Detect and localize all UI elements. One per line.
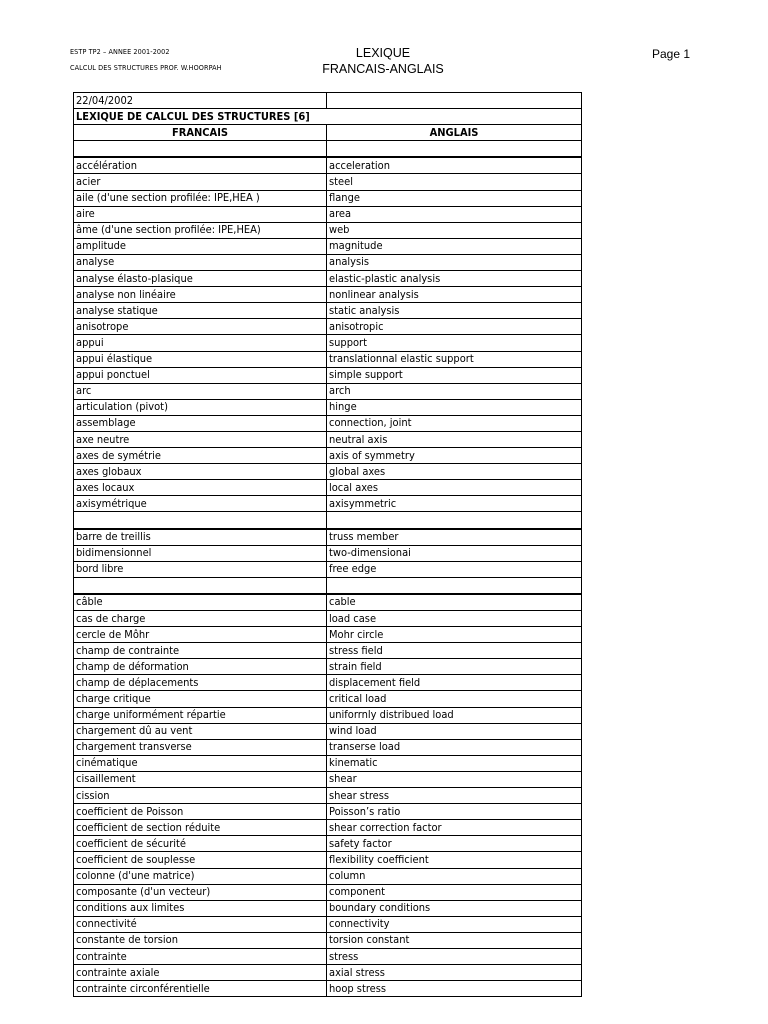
- table-row: [74, 415, 582, 431]
- english-term-cell: hinge: [327, 399, 582, 415]
- english-term-cell: [327, 577, 582, 594]
- french-term-cell: analyse statique: [74, 303, 327, 319]
- french-term-cell: charge uniformément répartie: [74, 707, 327, 723]
- table-row: [74, 755, 582, 771]
- french-term-cell: arc: [74, 383, 327, 399]
- english-term-cell: support: [327, 335, 582, 351]
- table-row: [74, 287, 582, 303]
- french-term-cell: aire: [74, 206, 327, 222]
- table-row: [74, 174, 582, 190]
- table-row: [74, 319, 582, 335]
- table-row: [74, 691, 582, 707]
- english-term-cell: free edge: [327, 561, 582, 577]
- table-row: [74, 383, 582, 399]
- table-row: [74, 367, 582, 383]
- french-term-cell: cisaillement: [74, 771, 327, 787]
- table-row: [74, 981, 582, 997]
- french-term-cell: articulation (pivot): [74, 399, 327, 415]
- english-term-cell: global axes: [327, 464, 582, 480]
- english-term-cell: analysis: [327, 254, 582, 270]
- table-row: [74, 739, 582, 755]
- english-term-cell: strain field: [327, 659, 582, 675]
- french-term-cell: cas de charge: [74, 611, 327, 627]
- english-term-cell: kinematic: [327, 755, 582, 771]
- date-cell: 22/04/2002: [74, 93, 327, 109]
- english-term-cell: connectivity: [327, 916, 582, 932]
- english-term-cell: acceleration: [327, 157, 582, 174]
- table-row: [74, 852, 582, 868]
- english-term-cell: shear correction factor: [327, 820, 582, 836]
- french-term-cell: champ de déformation: [74, 659, 327, 675]
- table-row: [74, 611, 582, 627]
- french-term-cell: acier: [74, 174, 327, 190]
- blank-row: [74, 512, 582, 529]
- english-term-cell: boundary conditions: [327, 900, 582, 916]
- table-title: LEXIQUE DE CALCUL DES STRUCTURES [6]: [74, 109, 582, 125]
- french-term-cell: analyse: [74, 254, 327, 270]
- french-term-cell: constante de torsion: [74, 932, 327, 948]
- english-term-cell: displacement field: [327, 675, 582, 691]
- english-term-cell: shear: [327, 771, 582, 787]
- table-row: [74, 884, 582, 900]
- table-row: [74, 723, 582, 739]
- french-term-cell: [74, 512, 327, 529]
- column-header-french: FRANCAIS: [74, 125, 327, 141]
- table-row: [74, 157, 582, 174]
- table-row: [74, 820, 582, 836]
- table-row: [74, 948, 582, 964]
- table-row: [74, 868, 582, 884]
- english-term-cell: stress: [327, 948, 582, 964]
- french-term-cell: charge critique: [74, 691, 327, 707]
- french-term-cell: coefficient de souplesse: [74, 852, 327, 868]
- table-row: [74, 900, 582, 916]
- table-row: [74, 238, 582, 254]
- english-term-cell: flange: [327, 190, 582, 206]
- document-title: [268, 45, 498, 77]
- french-term-cell: âme (d'une section profilée: IPE,HEA): [74, 222, 327, 238]
- course-header: [70, 44, 222, 76]
- french-term-cell: câble: [74, 594, 327, 611]
- blank-row: [74, 141, 582, 158]
- table-row: [74, 190, 582, 206]
- table-row: [74, 545, 582, 561]
- english-term-cell: flexibility coefficient: [327, 852, 582, 868]
- table-row: [74, 206, 582, 222]
- table-row: [74, 675, 582, 691]
- french-term-cell: connectivité: [74, 916, 327, 932]
- french-term-cell: barre de treillis: [74, 529, 327, 546]
- table-row: [74, 254, 582, 270]
- french-term-cell: analyse élasto-plasique: [74, 271, 327, 287]
- french-term-cell: [74, 141, 327, 158]
- french-term-cell: cercle de Môhr: [74, 627, 327, 643]
- french-term-cell: contrainte circonférentielle: [74, 981, 327, 997]
- french-term-cell: aile (d'une section profilée: IPE,HEA ): [74, 190, 327, 206]
- french-term-cell: assemblage: [74, 415, 327, 431]
- blank-row: [74, 577, 582, 594]
- title-line-2: FRANCAIS-ANGLAIS: [322, 62, 444, 76]
- french-term-cell: axes globaux: [74, 464, 327, 480]
- french-term-cell: axe neutre: [74, 431, 327, 447]
- english-term-cell: web: [327, 222, 582, 238]
- english-term-cell: wind load: [327, 723, 582, 739]
- english-term-cell: axis of symmetry: [327, 448, 582, 464]
- english-term-cell: Mohr circle: [327, 627, 582, 643]
- table-row: [74, 643, 582, 659]
- table-row: [74, 351, 582, 367]
- english-term-cell: connection, joint: [327, 415, 582, 431]
- french-term-cell: bord libre: [74, 561, 327, 577]
- english-term-cell: nonlinear analysis: [327, 287, 582, 303]
- table-row: [74, 529, 582, 546]
- english-term-cell: hoop stress: [327, 981, 582, 997]
- table-row: [74, 335, 582, 351]
- table-row: [74, 836, 582, 852]
- english-term-cell: torsion constant: [327, 932, 582, 948]
- table-row: [74, 271, 582, 287]
- english-term-cell: translationnal elastic support: [327, 351, 582, 367]
- english-term-cell: two-dimensionai: [327, 545, 582, 561]
- column-header-english: ANGLAIS: [327, 125, 582, 141]
- english-term-cell: [327, 141, 582, 158]
- table-row: [74, 464, 582, 480]
- english-term-cell: cable: [327, 594, 582, 611]
- title-line-1: LEXIQUE: [355, 46, 411, 60]
- french-term-cell: coefficient de sécurité: [74, 836, 327, 852]
- table-row: [74, 627, 582, 643]
- table-row: [74, 399, 582, 415]
- french-term-cell: champ de déplacements: [74, 675, 327, 691]
- english-term-cell: anisotropic: [327, 319, 582, 335]
- french-term-cell: amplitude: [74, 238, 327, 254]
- column-header-row: [74, 125, 582, 141]
- french-term-cell: colonne (d'une matrice): [74, 868, 327, 884]
- english-term-cell: load case: [327, 611, 582, 627]
- english-term-cell: safety factor: [327, 836, 582, 852]
- table-row: [74, 804, 582, 820]
- french-term-cell: appui ponctuel: [74, 367, 327, 383]
- french-term-cell: appui élastique: [74, 351, 327, 367]
- french-term-cell: cission: [74, 788, 327, 804]
- english-term-cell: local axes: [327, 480, 582, 496]
- french-term-cell: axes de symétrie: [74, 448, 327, 464]
- english-term-cell: magnitude: [327, 238, 582, 254]
- english-term-cell: simple support: [327, 367, 582, 383]
- french-term-cell: [74, 577, 327, 594]
- table-row: [74, 788, 582, 804]
- table-row: [74, 594, 582, 611]
- lexicon-body: [74, 93, 582, 997]
- table-row: [74, 496, 582, 512]
- english-term-cell: area: [327, 206, 582, 222]
- table-row: [74, 916, 582, 932]
- course-professor: CALCUL DES STRUCTURES PROF. W.HOORPAH: [70, 63, 222, 72]
- french-term-cell: champ de contrainte: [74, 643, 327, 659]
- english-term-cell: uniforrnly distribued load: [327, 707, 582, 723]
- english-term-cell: stress field: [327, 643, 582, 659]
- title-row: [74, 109, 582, 125]
- french-term-cell: anisotrope: [74, 319, 327, 335]
- english-term-cell: steel: [327, 174, 582, 190]
- english-term-cell: neutral axis: [327, 431, 582, 447]
- course-year: ESTP TP2 – ANNEE 2001-2002: [70, 47, 170, 56]
- english-term-cell: shear stress: [327, 788, 582, 804]
- english-term-cell: static analysis: [327, 303, 582, 319]
- french-term-cell: analyse non linéaire: [74, 287, 327, 303]
- page-number: Page 1: [652, 47, 691, 61]
- table-row: [74, 965, 582, 981]
- english-term-cell: component: [327, 884, 582, 900]
- english-term-cell: elastic-plastic analysis: [327, 271, 582, 287]
- english-term-cell: Poisson’s ratio: [327, 804, 582, 820]
- table-row: [74, 448, 582, 464]
- french-term-cell: bidimensionnel: [74, 545, 327, 561]
- french-term-cell: cinématique: [74, 755, 327, 771]
- table-row: [74, 932, 582, 948]
- table-row: [74, 707, 582, 723]
- table-row: [74, 480, 582, 496]
- french-term-cell: conditions aux limites: [74, 900, 327, 916]
- english-term-cell: transerse load: [327, 739, 582, 755]
- lexicon-table: [73, 92, 582, 997]
- french-term-cell: chargement dû au vent: [74, 723, 327, 739]
- french-term-cell: coefficient de section réduite: [74, 820, 327, 836]
- table-row: [74, 561, 582, 577]
- french-term-cell: chargement transverse: [74, 739, 327, 755]
- french-term-cell: contrainte: [74, 948, 327, 964]
- french-term-cell: contrainte axiale: [74, 965, 327, 981]
- empty-cell: [327, 93, 582, 109]
- english-term-cell: critical load: [327, 691, 582, 707]
- english-term-cell: axisymmetric: [327, 496, 582, 512]
- french-term-cell: axisymétrique: [74, 496, 327, 512]
- table-row: [74, 771, 582, 787]
- table-row: [74, 222, 582, 238]
- french-term-cell: accélération: [74, 157, 327, 174]
- table-row: [74, 303, 582, 319]
- french-term-cell: appui: [74, 335, 327, 351]
- french-term-cell: composante (d'un vecteur): [74, 884, 327, 900]
- english-term-cell: axial stress: [327, 965, 582, 981]
- english-term-cell: truss member: [327, 529, 582, 546]
- french-term-cell: axes locaux: [74, 480, 327, 496]
- english-term-cell: column: [327, 868, 582, 884]
- table-row: [74, 659, 582, 675]
- table-row: [74, 431, 582, 447]
- english-term-cell: [327, 512, 582, 529]
- french-term-cell: coefficient de Poisson: [74, 804, 327, 820]
- date-row: [74, 93, 582, 109]
- english-term-cell: arch: [327, 383, 582, 399]
